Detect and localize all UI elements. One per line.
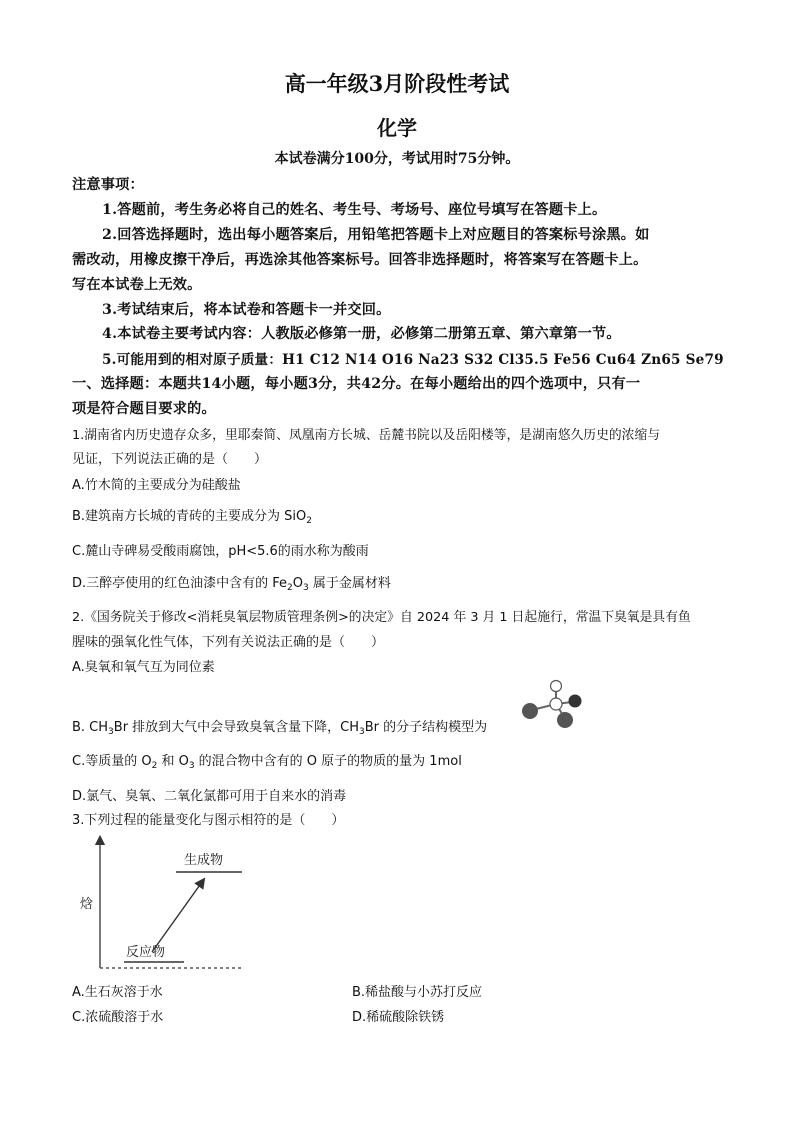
section-heading-line-1: 一、选择题：本题共14小题，每小题3分，共42分。在每小题给出的四个选项中，只有一 xyxy=(72,376,641,392)
q3-option-d: D.稀硫酸除铁锈 xyxy=(352,1010,445,1025)
notes-heading: 注意事项： xyxy=(72,177,144,193)
product-label: 生成物 xyxy=(184,853,224,868)
carbon-atom xyxy=(550,698,562,710)
hydrogen-atom xyxy=(557,712,573,728)
hydrogen-atom xyxy=(551,681,562,692)
q1-option-c: C.麓山寺碑易受酸雨腐蚀，pH<5.6的雨水称为酸雨 xyxy=(72,544,369,559)
q1-stem-line-1: 1.湖南省内历史遗存众多，里耶秦简、凤凰南方长城、岳麓书院以及岳阳楼等，是湖南悠久历史的浓缩与 xyxy=(72,428,661,443)
q1-option-d: D.三醉亭使用的红色油漆中含有的 $Fe_2O_3$ 属于金属材料 xyxy=(72,576,391,593)
note-item-1: 1.答题前，考生务必将自己的姓名、考生号、考场号、座位号填写在答题卡上。 xyxy=(102,202,607,218)
q3-option-a: A.生石灰溶于水 xyxy=(72,985,163,1000)
q2-stem-line-2: 腥味的强氧化性气体，下列有关说法正确的是（ ） xyxy=(72,635,385,650)
exam-title: 高一年级3月阶段性考试 xyxy=(284,71,510,96)
ch3br-molecule-model xyxy=(518,676,594,730)
q3-option-b: B.稀盐酸与小苏打反应 xyxy=(352,985,483,1000)
energy-arrow xyxy=(152,882,202,952)
q2-option-d: D.氯气、臭氧、二氧化氯都可用于自来水的消毒 xyxy=(72,789,347,804)
reactant-label: 反应物 xyxy=(126,945,166,960)
note-item-3: 3.考试结束后，将本试卷和答题卡一并交回。 xyxy=(102,302,391,318)
q2-option-a: A.臭氧和氧气互为同位素 xyxy=(72,660,215,675)
q2-option-c: C.等质量的 $O_2$ 和 $O_3$ 的混合物中含有的 O 原子的物质的量为 1mol xyxy=(72,754,462,771)
y-axis-label: 焓 xyxy=(80,897,94,912)
note-item-5: 5.可能用到的相对原子质量：H1 C12 N14 O16 Na23 S32 Cl35.5 Fe56 Cu64 Zn65 Se79 xyxy=(102,352,724,368)
section-heading-line-2: 项是符合题目要求的。 xyxy=(72,401,216,417)
q1-option-b: B.建筑南方长城的青砖的主要成分为 SiO$_2$ xyxy=(72,509,313,526)
q2-stem-line-1: 2.《国务院关于修改<消耗臭氧层物质管理条例>的决定》自 2024 年 3 月 1 日起施行，常温下臭氧是具有鱼 xyxy=(72,610,691,625)
energy-diagram xyxy=(76,834,256,974)
q2-option-b: B. $CH_3Br$ 排放到大气中会导致臭氧含量下降，$CH_3Br$ 的分子结构模型为 xyxy=(72,720,488,737)
note-item-2-line-1: 2.回答选择题时，选出每小题答案后，用铅笔把答题卡上对应题目的答案标号涂黑。如 xyxy=(102,227,650,243)
q3-option-c: C.浓硫酸溶于水 xyxy=(72,1010,164,1025)
hydrogen-atom xyxy=(522,703,538,719)
note-item-2-line-3: 写在本试卷上无效。 xyxy=(72,277,202,293)
q1-stem-line-2: 见证，下列说法正确的是（ ） xyxy=(72,452,268,467)
note-item-4: 4.本试卷主要考试内容：人教版必修第一册，必修第二册第五章、第六章第一节。 xyxy=(102,326,621,342)
bromine-atom xyxy=(569,695,582,708)
note-item-2-line-2: 需改动，用橡皮擦干净后，再选涂其他答案标号。回答非选择题时，将答案写在答题卡上。 xyxy=(72,252,648,268)
subject-title: 化学 xyxy=(377,116,417,140)
q3-stem: 3.下列过程的能量变化与图示相符的是（ ） xyxy=(72,813,345,828)
exam-info: 本试卷满分100分，考试用时75分钟。 xyxy=(274,151,520,167)
q1-option-a: A.竹木简的主要成分为硅酸盐 xyxy=(72,478,241,493)
